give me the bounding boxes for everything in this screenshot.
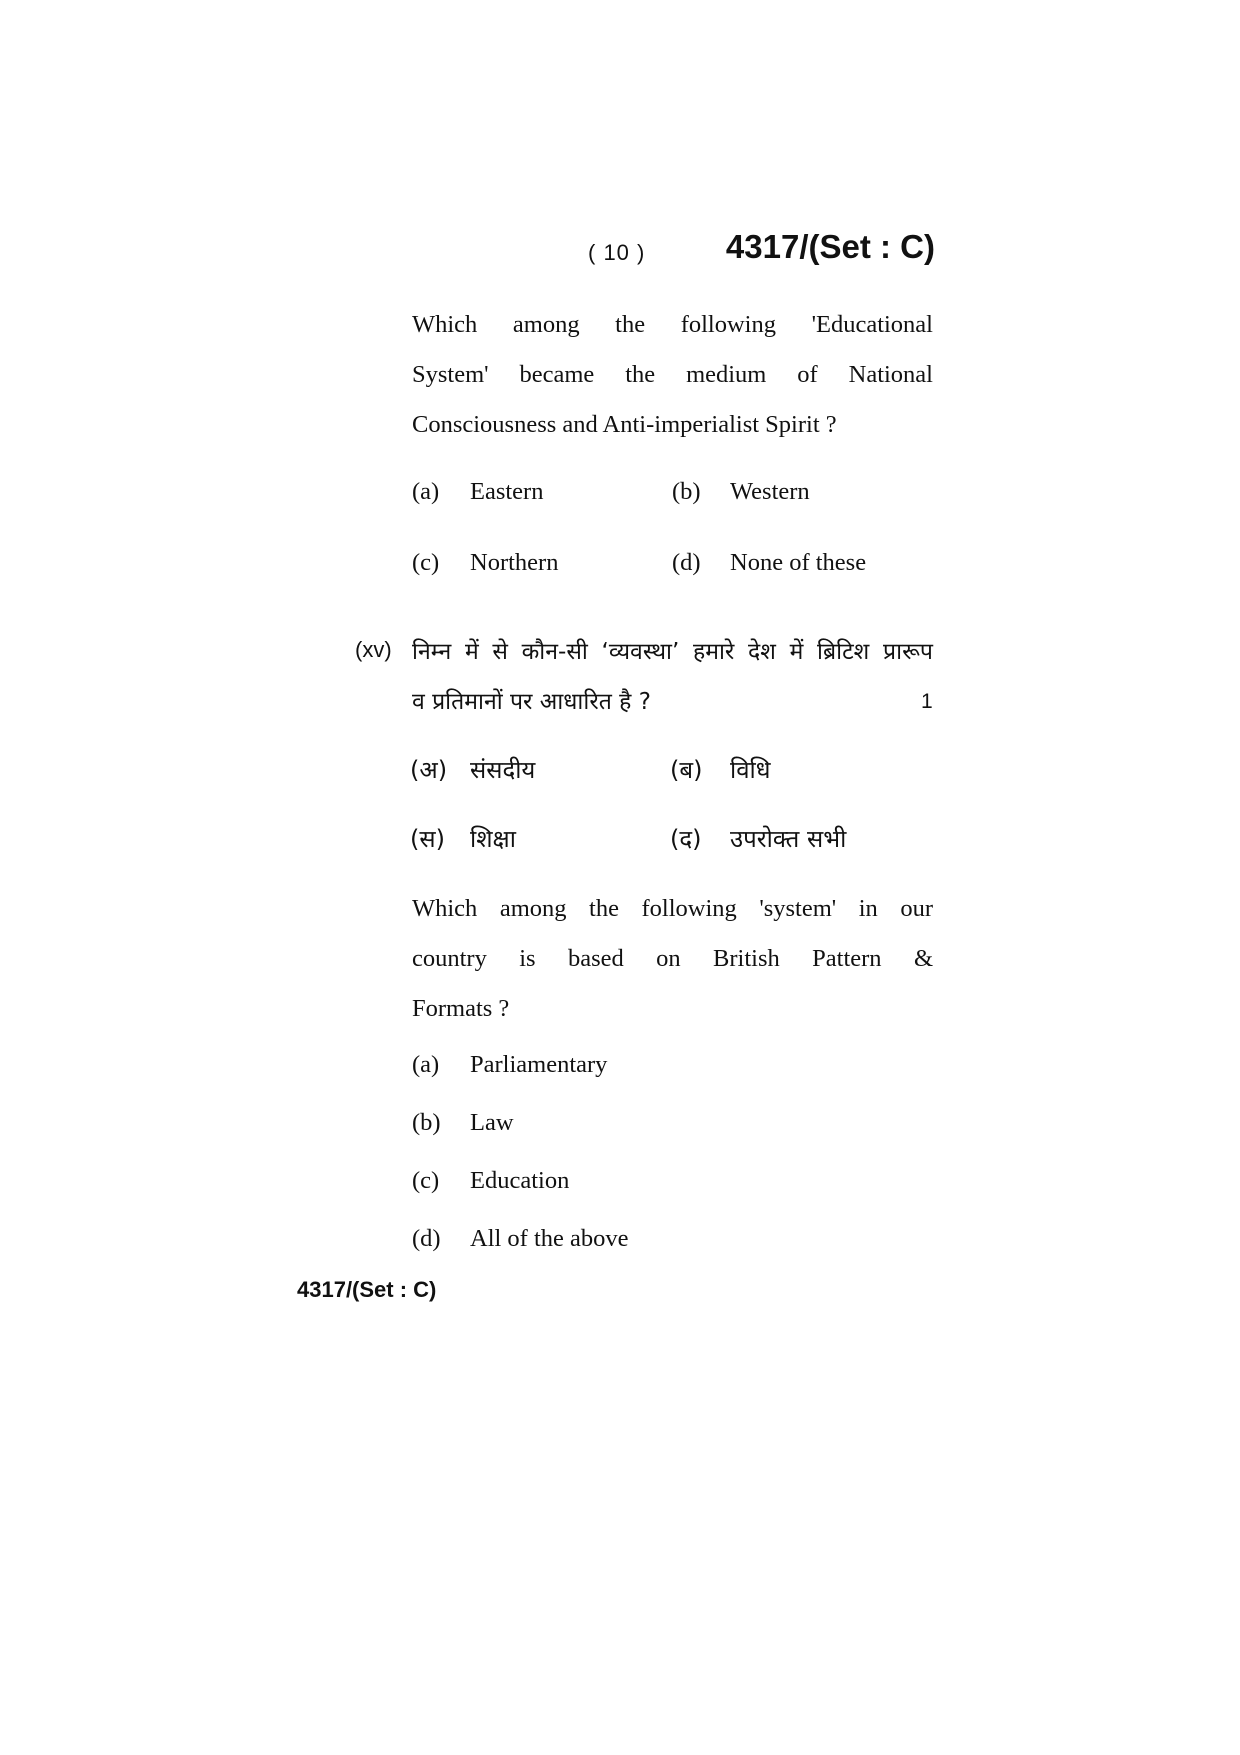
- hindi-option-d: [670, 822, 846, 855]
- option-label: (c): [412, 1167, 440, 1194]
- option-text: All of the above: [470, 1225, 629, 1252]
- paper-code-footer: 4317/(Set : C): [297, 1277, 437, 1302]
- option-a: [412, 478, 543, 506]
- option-d: [672, 549, 866, 577]
- option-label: (d): [672, 549, 701, 576]
- hindi-question-line: व प्रतिमानों पर आधारित है ?: [412, 689, 651, 715]
- option-c: [412, 1167, 569, 1195]
- option-text: Education: [470, 1167, 570, 1194]
- option-label: (c): [412, 549, 440, 576]
- option-text: Law: [470, 1109, 514, 1136]
- option-text: None of these: [730, 549, 867, 576]
- option-text: संसदीय: [470, 756, 536, 784]
- option-text: Parliamentary: [470, 1051, 608, 1078]
- option-label: (a): [412, 1051, 440, 1078]
- option-label: (स): [410, 825, 445, 853]
- option-b: [672, 478, 810, 506]
- question-line: Formats ?: [412, 995, 510, 1022]
- option-text: शिक्षा: [470, 825, 516, 853]
- question-line: Consciousness and Anti-imperialist Spirit ?: [412, 411, 837, 438]
- option-text: उपरोक्त सभी: [730, 825, 847, 853]
- question-number: (xv): [355, 637, 392, 662]
- option-text: Eastern: [470, 478, 544, 505]
- option-text: Northern: [470, 549, 559, 576]
- paper-code-header: 4317/(Set : C): [725, 228, 935, 265]
- option-label: (d): [412, 1225, 441, 1252]
- question-14-english: [412, 300, 933, 450]
- option-label: (a): [412, 478, 440, 505]
- option-label: (अ): [410, 756, 448, 784]
- page-number: ( 10 ): [588, 240, 646, 265]
- question-line: Which among the following 'Educational: [412, 311, 933, 338]
- option-label: (द): [670, 825, 702, 853]
- option-label: (ब): [670, 756, 703, 784]
- hindi-option-b: [670, 753, 771, 786]
- hindi-option-a: [410, 753, 535, 786]
- option-label: (b): [412, 1109, 441, 1136]
- question-line: Which among the following 'system' in our: [412, 895, 933, 922]
- question-line: System' became the medium of National: [412, 361, 933, 388]
- option-text: विधि: [730, 756, 771, 784]
- option-c: [412, 549, 558, 577]
- option-d: [412, 1225, 629, 1253]
- option-text: Western: [730, 478, 810, 505]
- question-15-english: [412, 884, 933, 1034]
- hindi-question-line: निम्न में से कौन-सी ‘व्यवस्था’ हमारे देश में ब्रिटिश प्रारूप: [412, 639, 933, 665]
- question-line: country is based on British Pattern &: [412, 945, 933, 972]
- option-label: (b): [672, 478, 701, 505]
- option-a: [412, 1051, 607, 1079]
- option-b: [412, 1109, 514, 1137]
- marks: 1: [921, 690, 933, 713]
- hindi-option-c: [410, 822, 516, 855]
